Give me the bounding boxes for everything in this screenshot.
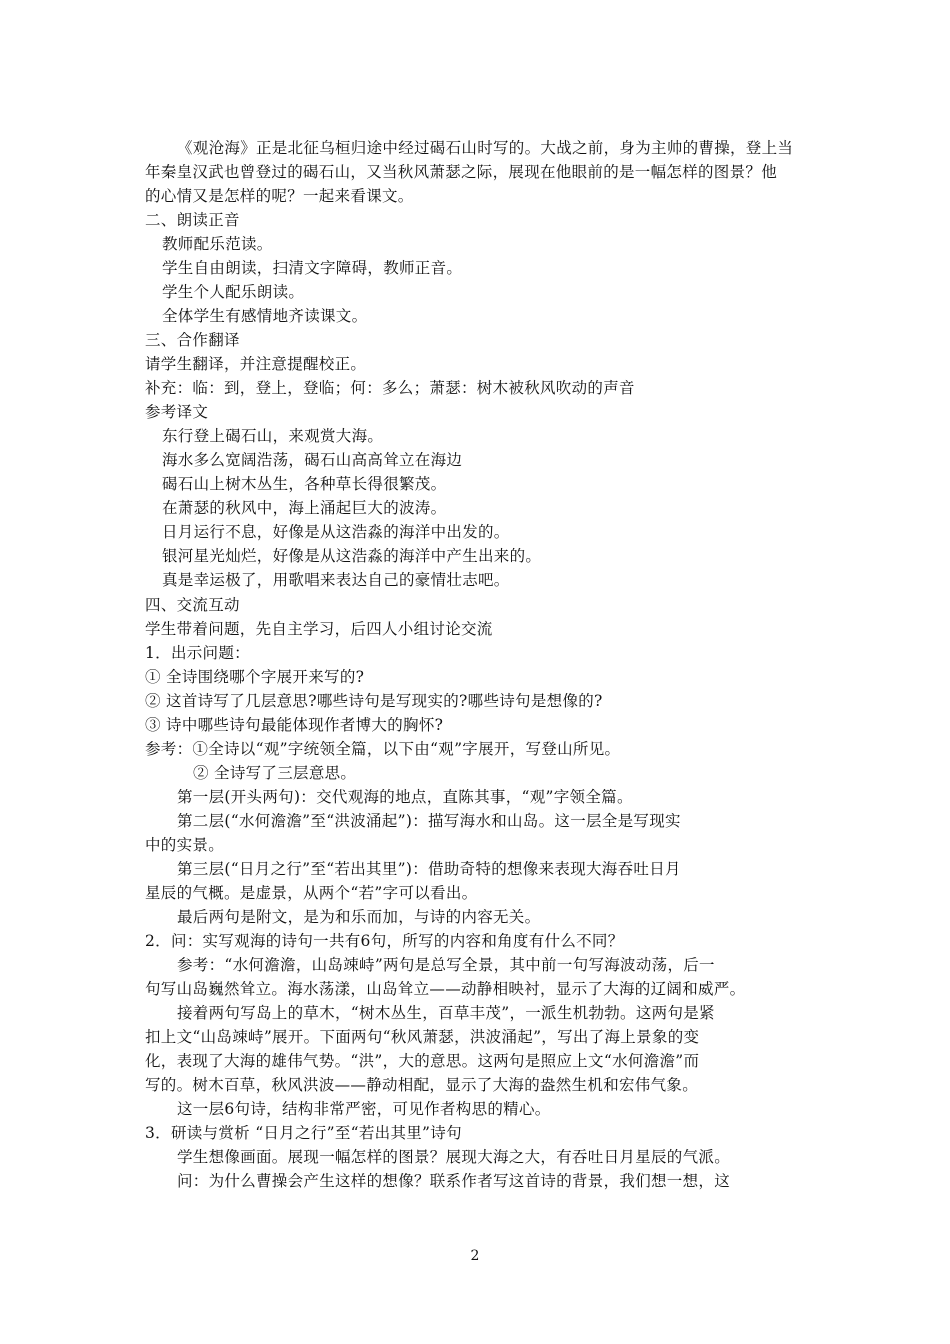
discussion-instruction: 学生带着问题，先自主学习，后四人小组讨论交流 bbox=[145, 620, 493, 638]
reference-para-2-line-1: 接着两句写岛上的草木，“树木丛生，百草丰茂”，一派生机勃勃。这两句是紧 bbox=[177, 1004, 715, 1022]
answer-1: 参考：①全诗以“观”字统领全篇，以下由“观”字展开，写登山所见。 bbox=[145, 740, 621, 758]
reference-para-2-line-3: 化，表现了大海的雄伟气势。“洪”，大的意思。这两句是照应上文“水何澹澹”而 bbox=[145, 1052, 700, 1070]
background-question: 问：为什么曹操会产生这样的想像？联系作者写这首诗的背景，我们想一想，这 bbox=[177, 1172, 731, 1190]
translation-line-7: 真是幸运极了，用歌唱来表达自己的豪情壮志吧。 bbox=[162, 571, 510, 589]
question-2: ② 这首诗写了几层意思?哪些诗句是写现实的?哪些诗句是想像的? bbox=[145, 692, 603, 710]
answer-2: ② 全诗写了三层意思。 bbox=[193, 764, 357, 782]
last-two-lines-note: 最后两句是附文，是为和乐而加，与诗的内容无关。 bbox=[177, 908, 541, 926]
layer-2-line-2: 中的实景。 bbox=[145, 836, 225, 854]
translation-instruction: 请学生翻译，并注意提醒校正。 bbox=[145, 355, 367, 373]
section-heading-4: 四、交流互动 bbox=[145, 596, 240, 614]
layer-2-line-1: 第二层(“水何澹澹”至“洪波涌起”)：描写海水和山岛。这一层全是写现实 bbox=[177, 812, 681, 830]
question-item-2: 2．问：实写观海的诗句一共有6句，所写的内容和角度有什么不同？ bbox=[145, 932, 624, 950]
translation-line-1: 东行登上碣石山，来观赏大海。 bbox=[162, 427, 384, 445]
translation-line-6: 银河星光灿烂，好像是从这浩淼的海洋中产生出来的。 bbox=[162, 547, 542, 565]
section-heading-2: 二、朗读正音 bbox=[145, 211, 240, 229]
reading-step-4: 全体学生有感情地齐读课文。 bbox=[162, 307, 368, 325]
layer-3-line-1: 第三层(“日月之行”至“若出其里”)：借助奇特的想像来表现大海吞吐日月 bbox=[177, 860, 681, 878]
reading-step-1: 教师配乐范读。 bbox=[162, 235, 273, 253]
question-heading: 1．出示问题： bbox=[145, 644, 250, 662]
question-3: ③ 诗中哪些诗句最能体现作者博大的胸怀? bbox=[145, 716, 444, 734]
reference-translation-heading: 参考译文 bbox=[145, 403, 209, 421]
translation-line-4: 在萧瑟的秋风中，海上涌起巨大的波涛。 bbox=[162, 499, 447, 517]
intro-line-3: 的心情又是怎样的呢？一起来看课文。 bbox=[145, 187, 414, 205]
reference-para-1-line-2: 句写山岛巍然耸立。海水荡漾，山岛耸立——动静相映衬，显示了大海的辽阔和威严。 bbox=[145, 980, 746, 998]
translation-line-3: 碣石山上树木丛生，各种草长得很繁茂。 bbox=[162, 475, 447, 493]
question-item-3: 3．研读与赏析 “日月之行”至“若出其里”诗句 bbox=[145, 1124, 462, 1142]
imagination-task: 学生想像画面。展现一幅怎样的图景？展现大海之大，有吞吐日月星辰的气派。 bbox=[177, 1148, 731, 1166]
intro-line-2: 年秦皇汉武也曾登过的碣石山，又当秋风萧瑟之际，展现在他眼前的是一幅怎样的图景？他 bbox=[145, 163, 778, 181]
page-number: 2 bbox=[470, 1248, 480, 1264]
layer-3-line-2: 星辰的气概。是虚景，从两个“若”字可以看出。 bbox=[145, 884, 478, 902]
intro-line-1: 《观沧海》正是北征乌桓归途中经过碣石山时写的。大战之前，身为主帅的曹操，登上当 bbox=[177, 139, 794, 157]
reference-para-1-line-1: 参考：“水何澹澹，山岛竦峙”两句是总写全景，其中前一句写海波动荡，后一 bbox=[177, 956, 715, 974]
translation-line-5: 日月运行不息，好像是从这浩淼的海洋中出发的。 bbox=[162, 523, 510, 541]
reference-para-2-line-2: 扣上文“山岛竦峙”展开。下面两句“秋风萧瑟，洪波涌起”，写出了海上景象的变 bbox=[145, 1028, 700, 1046]
reference-para-2-line-4: 写的。树木百草，秋风洪波——静动相配，显示了大海的盎然生机和宏伟气象。 bbox=[145, 1076, 699, 1094]
reading-step-2: 学生自由朗读，扫清文字障碍，教师正音。 bbox=[162, 259, 463, 277]
translation-line-2: 海水多么宽阔浩荡，碣石山高高耸立在海边 bbox=[162, 451, 463, 469]
reference-para-3: 这一层6句诗，结构非常严密，可见作者构思的精心。 bbox=[177, 1100, 551, 1118]
reading-step-3: 学生个人配乐朗读。 bbox=[162, 283, 305, 301]
section-heading-3: 三、合作翻译 bbox=[145, 331, 240, 349]
vocabulary-supplement: 补充：临：到，登上，登临；何：多么；萧瑟：树木被秋风吹动的声音 bbox=[145, 379, 635, 397]
layer-1: 第一层(开头两句)：交代观海的地点，直陈其事，“观”字领全篇。 bbox=[177, 788, 633, 806]
question-1: ① 全诗围绕哪个字展开来写的? bbox=[145, 668, 365, 686]
